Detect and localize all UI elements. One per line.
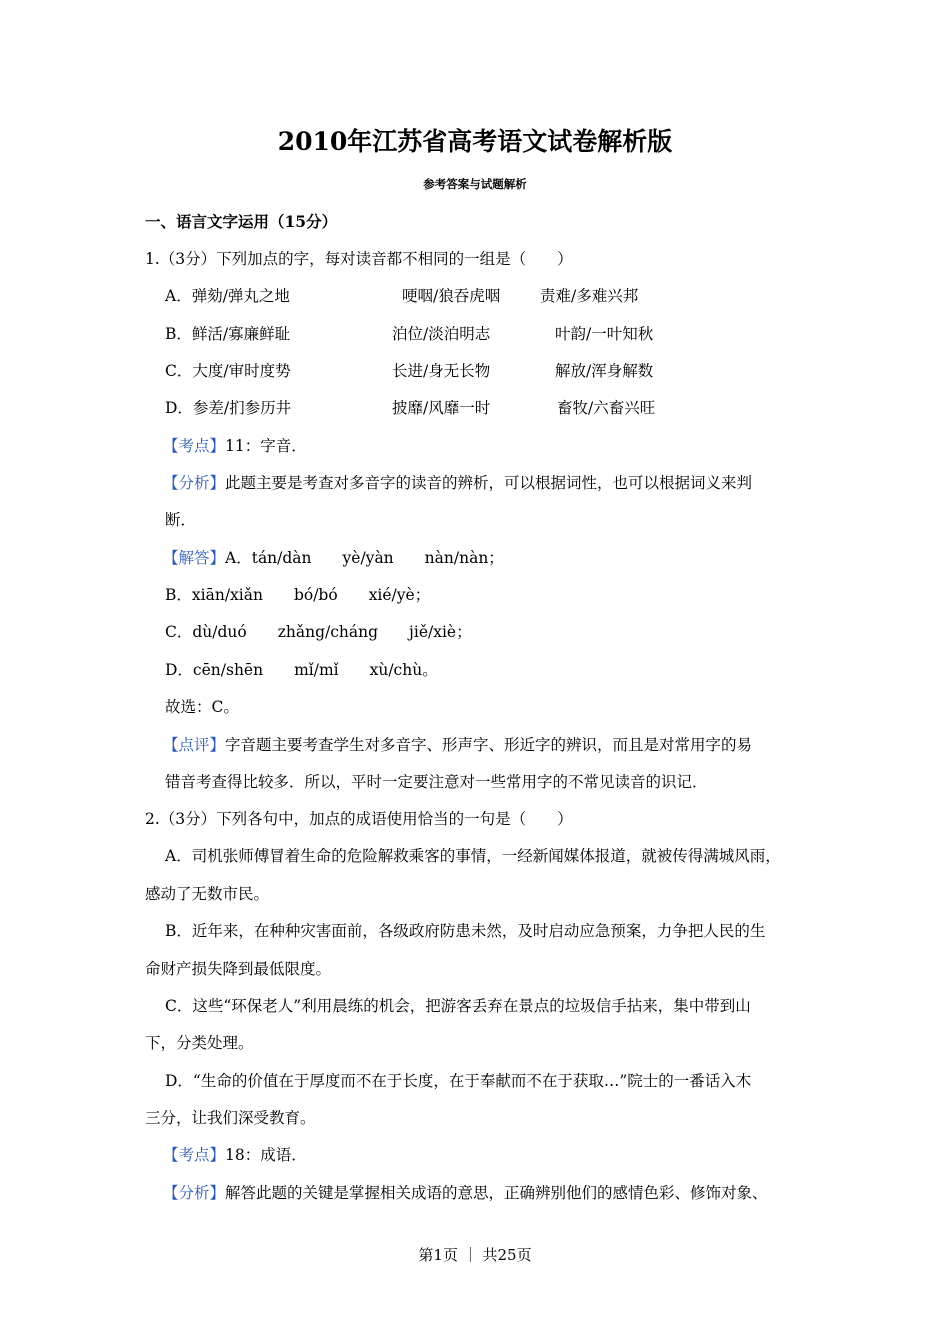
q2-option-b-cont: 命财产损失降到最低限度。: [145, 960, 332, 978]
q1-fenxi-cont: 断．: [165, 511, 197, 529]
q1-option-a-1: A．弹劾/弹丸之地: [165, 287, 290, 305]
q1-jieda-d: D．cēn/shēn mǐ/mǐ xù/chù。: [165, 661, 438, 679]
jieda-a: A．tán/dàn yè/yàn nàn/nàn；: [225, 549, 504, 567]
fenxi-tag: 【分析】: [163, 474, 226, 492]
q2-option-d-cont: 三分，让我们深受教育。: [145, 1109, 316, 1127]
q2-stem: 2.（3分）下列各句中，加点的成语使用恰当的一句是（ ）: [145, 810, 573, 828]
kaodian-tag: 【考点】: [163, 1146, 226, 1164]
dianping-tag: 【点评】: [163, 736, 226, 754]
q2-kaodian: [163, 1145, 307, 1165]
q1-answer: 故选：C。: [165, 698, 239, 716]
q2-option-a: A．司机张师傅冒着生命的危险解救乘客的事情，一经新闻媒体报道，就被传得满城风雨，: [165, 847, 781, 865]
q1-jieda: [163, 548, 504, 568]
page-title: 2010年江苏省高考语文试卷解析版: [277, 127, 673, 156]
q2-fenxi: [163, 1183, 768, 1203]
q1-option-a-3: 责难/多难兴邦: [540, 287, 639, 305]
q1-option-a-2: 哽咽/狼吞虎咽: [402, 287, 501, 305]
q1-dianping-cont: 错音考查得比较多．所以，平时一定要注意对一些常用字的不常见读音的识记．: [165, 773, 708, 791]
fenxi-text: 此题主要是考查对多音字的读音的辨析，可以根据词性，也可以根据词义来判: [225, 474, 753, 492]
q1-fenxi: [163, 473, 752, 493]
fenxi-tag: 【分析】: [163, 1184, 226, 1202]
q1-option-d-1: D．参差/扪参历井: [165, 399, 292, 417]
q1-option-b-3: 叶韵/一叶知秋: [555, 325, 654, 343]
section-heading: 一、语言文字运用（15分）: [145, 212, 338, 231]
kaodian-text: 11：字音．: [225, 437, 307, 455]
q1-option-b-1: B．鲜活/寡廉鲜耻: [165, 325, 291, 343]
q2-option-b: B．近年来，在种种灾害面前，各级政府防患未然，及时启动应急预案，力争把人民的生: [165, 922, 766, 940]
q1-option-c-2: 长进/身无长物: [392, 362, 491, 380]
jieda-tag: 【解答】: [163, 549, 226, 567]
q1-option-d-2: 披靡/风靡一时: [392, 399, 491, 417]
q2-option-a-cont: 感动了无数市民。: [145, 885, 270, 903]
dianping-text: 字音题主要考查学生对多音字、形声字、形近字的辨识，而且是对常用字的易: [225, 736, 753, 754]
q1-jieda-b: B．xiān/xiǎn bó/bó xié/yè；: [165, 586, 431, 604]
page-subtitle: 参考答案与试题解析: [423, 177, 527, 191]
q1-dianping: [163, 735, 752, 755]
q1-jieda-c: C．dù/duó zhǎng/cháng jiě/xiè；: [165, 623, 472, 641]
q2-option-d: D．“生命的价值在于厚度而不在于长度，在于奉献而不在于获取…”院士的一番话入木: [165, 1072, 752, 1090]
q1-stem: 1.（3分）下列加点的字，每对读音都不相同的一组是（ ）: [145, 250, 573, 268]
page-footer: 第1页 ｜ 共25页: [418, 1246, 532, 1264]
q1-option-c-3: 解放/浑身解数: [555, 362, 654, 380]
q2-option-c: C．这些“环保老人”利用晨练的机会，把游客丢弃在景点的垃圾信手拈来，集中带到山: [165, 997, 751, 1015]
q1-option-b-2: 泊位/淡泊明志: [392, 325, 491, 343]
kaodian-tag: 【考点】: [163, 437, 226, 455]
fenxi-text: 解答此题的关键是掌握相关成语的意思，正确辨别他们的感情色彩、修饰对象、: [225, 1184, 768, 1202]
q1-kaodian: [163, 436, 307, 456]
q2-option-c-cont: 下，分类处理。: [145, 1034, 254, 1052]
kaodian-text: 18：成语．: [225, 1146, 307, 1164]
q1-option-c-1: C．大度/审时度势: [165, 362, 291, 380]
q1-option-d-3: 畜牧/六畜兴旺: [557, 399, 656, 417]
